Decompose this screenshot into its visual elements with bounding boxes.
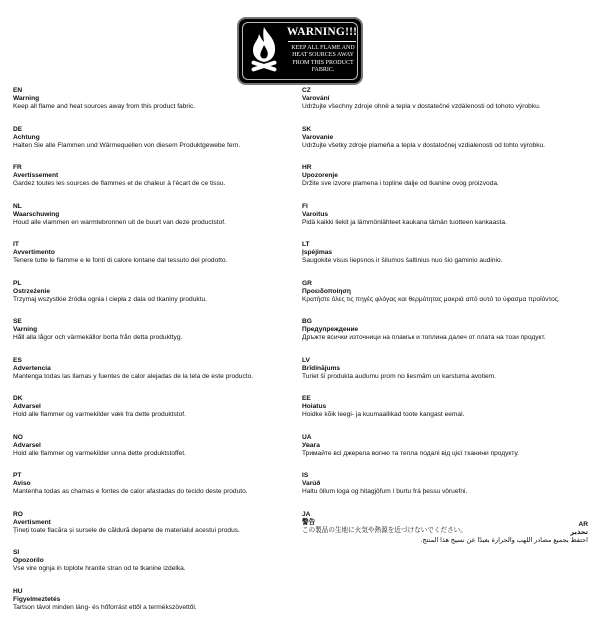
language-entry-en — [13, 87, 295, 126]
warning-text-line: FROM THIS PRODUCT — [284, 60, 362, 67]
warning-sentence: Hoidke kõik leegi- ja kuumaallikad toote kangast eemal. — [302, 411, 594, 419]
warning-sentence: Vse vire ognja in toplote hranite stran od te tkanine izdelka. — [13, 565, 295, 573]
language-entry-si — [13, 549, 295, 588]
warning-heading: Warning — [13, 95, 295, 103]
warning-heading: Προειδοποίηση — [302, 288, 594, 296]
warning-heading: Waarschuwing — [13, 211, 295, 219]
warning-heading: Įspėjimas — [302, 249, 594, 257]
language-code: HU — [13, 588, 295, 596]
language-entry-dk — [13, 395, 295, 434]
language-code: CZ — [302, 87, 594, 95]
warning-heading: 警告 — [302, 519, 594, 527]
language-code: NO — [13, 434, 295, 442]
language-entry-is — [302, 472, 594, 511]
warning-sentence: Hold alle flammer og varmekilder unna dette produktstoffet. — [13, 450, 295, 458]
language-code: JA — [302, 511, 594, 519]
warning-heading: Advarsel — [13, 403, 295, 411]
language-code: PT — [13, 472, 295, 480]
language-code: SE — [13, 318, 295, 326]
warning-sentence: Țineți toate flacăra și sursele de căldură departe de materialul acestui produs. — [13, 527, 295, 535]
warning-sentence: Håll alla lågor och värmekällor borta från detta produkttyg. — [13, 334, 295, 342]
language-entry-lv — [302, 357, 594, 396]
language-code: SK — [302, 126, 594, 134]
warning-heading: Avvertimento — [13, 249, 295, 257]
language-entry-sk — [302, 126, 594, 165]
language-entry-ua — [302, 434, 594, 473]
language-code: PL — [13, 280, 295, 288]
language-code: DE — [13, 126, 295, 134]
warning-sentence: Udržujte všechny zdroje ohně a tepla v dostatečné vzdálenosti od tohoto výrobku. — [302, 103, 594, 111]
language-code: SI — [13, 549, 295, 557]
language-code: BG — [302, 318, 594, 326]
language-code: HR — [302, 164, 594, 172]
warning-heading: Varovanie — [302, 134, 594, 142]
right-language-column — [302, 87, 594, 541]
warning-sentence: Halten Sie alle Flammen und Wärmequellen von diesem Produktgewebe fern. — [13, 142, 295, 150]
language-entry-de — [13, 126, 295, 165]
warning-heading: Hoiatus — [302, 403, 594, 411]
language-entry-cz — [302, 87, 594, 126]
warning-sentence: Houd alle vlammen en warmtebronnen uit de buurt van deze productstof. — [13, 219, 295, 227]
language-code: LT — [302, 241, 594, 249]
warning-heading: Avertissement — [13, 172, 295, 180]
language-code: FR — [13, 164, 295, 172]
language-entry-lt — [302, 241, 594, 280]
language-entry-ar — [400, 521, 588, 546]
language-code: UA — [302, 434, 594, 442]
warning-label — [237, 17, 363, 85]
language-code: FI — [302, 203, 594, 211]
warning-sentence: Turiet šī produkta audumu prom no liesmām un karstuma avotiem. — [302, 373, 594, 381]
warning-sentence: Keep all flame and heat sources away from this product fabric. — [13, 103, 295, 111]
warning-sentence: この製品の生地に火気や熱源を近づけないでください。 — [302, 527, 594, 535]
warning-sentence: Udržujte všetky zdroje plameňa a tepla v dostatočnej vzdialenosti od tohto výrobku. — [302, 142, 594, 150]
language-entry-bg — [302, 318, 594, 357]
language-entry-hr — [302, 164, 594, 203]
warning-sentence: Mantenha todas as chamas e fontes de calor afastadas do tecido deste produto. — [13, 488, 295, 496]
warning-sentence: احتفظ بجميع مصادر اللهب والحرارة بعيدًا عن نسيج هذا المنتج. — [400, 537, 588, 545]
language-entry-fi — [302, 203, 594, 242]
language-entry-ee — [302, 395, 594, 434]
warning-text — [284, 45, 362, 75]
language-code: IS — [302, 472, 594, 480]
language-entry-es — [13, 357, 295, 396]
warning-sentence: Κρατήστε όλες τις πηγές φλόγας και θερμότητας μακριά από αυτό το ύφασμα προϊόντος. — [302, 296, 594, 304]
warning-text-line: HEAT SOURCES AWAY — [284, 52, 362, 59]
warning-sentence: Тримайте всі джерела вогню та тепла подалі від цієї тканини продукту. — [302, 450, 594, 458]
warning-sentence: Trzymaj wszystkie źródła ognia i ciepła z dala od tkaniny produktu. — [13, 296, 295, 304]
warning-sentence: Дръжте всички източници на пламък и топлина далеч от плата на този продукт. — [302, 334, 594, 342]
language-code: EE — [302, 395, 594, 403]
language-code: GR — [302, 280, 594, 288]
language-entry-pt — [13, 472, 295, 511]
title-underline — [288, 41, 356, 42]
warning-title: WARNING!!! — [285, 26, 359, 38]
left-language-column — [13, 87, 295, 626]
language-entry-ro — [13, 511, 295, 550]
warning-sentence: Haltu öllum loga og hitagjöfum í burtu frá þessu vöruefni. — [302, 488, 594, 496]
warning-heading: Предупреждение — [302, 326, 594, 334]
language-entry-pl — [13, 280, 295, 319]
warning-heading: Varúð — [302, 480, 594, 488]
language-code: IT — [13, 241, 295, 249]
warning-heading: Aviso — [13, 480, 295, 488]
warning-sentence: Pidä kaikki liekit ja lämmönlähteet kaukana tämän tuotteen kankaasta. — [302, 219, 594, 227]
language-code: DK — [13, 395, 295, 403]
warning-heading: Achtung — [13, 134, 295, 142]
language-entry-fr — [13, 164, 295, 203]
warning-sentence: Hold alle flammer og varmekilder væk fra dette produktstof. — [13, 411, 295, 419]
fire-icon — [246, 25, 282, 77]
language-code: EN — [13, 87, 295, 95]
warning-heading: Advarsel — [13, 442, 295, 450]
warning-heading: Upozorenje — [302, 172, 594, 180]
warning-heading: Advertencia — [13, 365, 295, 373]
language-entry-no — [13, 434, 295, 473]
warning-heading: تحذير — [400, 529, 588, 537]
warning-sentence: Držite sve izvore plamena i topline dalje od tkanine ovog proizvoda. — [302, 180, 594, 188]
warning-sentence: Saugokite visus liepsnos ir šilumos šaltinius nuo šio gaminio audinio. — [302, 257, 594, 265]
warning-heading: Brīdinājums — [302, 365, 594, 373]
language-entry-se — [13, 318, 295, 357]
language-entry-gr — [302, 280, 594, 319]
language-code: AR — [400, 521, 588, 529]
warning-sentence: Mantenga todas las llamas y fuentes de calor alejadas de la tela de este producto. — [13, 373, 295, 381]
warning-heading: Varoitus — [302, 211, 594, 219]
warning-heading: Ostrzeżenie — [13, 288, 295, 296]
language-code: RO — [13, 511, 295, 519]
language-entry-nl — [13, 203, 295, 242]
warning-text-line: FABRIC. — [284, 67, 362, 74]
language-entry-hu — [13, 588, 295, 626]
warning-heading: Figyelmeztetés — [13, 596, 295, 604]
warning-sentence: Tartson távol minden láng- és hőforrást ettől a termékszövettől. — [13, 604, 295, 612]
warning-heading: Varning — [13, 326, 295, 334]
warning-heading: Opozorilo — [13, 557, 295, 565]
warning-sentence: Tenere tutte le fiamme e le fonti di calore lontane dal tessuto del prodotto. — [13, 257, 295, 265]
language-entry-it — [13, 241, 295, 280]
warning-text-line: KEEP ALL FLAME AND — [284, 45, 362, 52]
warning-heading: Увага — [302, 442, 594, 450]
warning-sentence: Gardez toutes les sources de flammes et de chaleur à l'écart de ce tissu. — [13, 180, 295, 188]
language-code: NL — [13, 203, 295, 211]
language-code: LV — [302, 357, 594, 365]
language-code: ES — [13, 357, 295, 365]
warning-heading: Varování — [302, 95, 594, 103]
warning-heading: Avertisment — [13, 519, 295, 527]
